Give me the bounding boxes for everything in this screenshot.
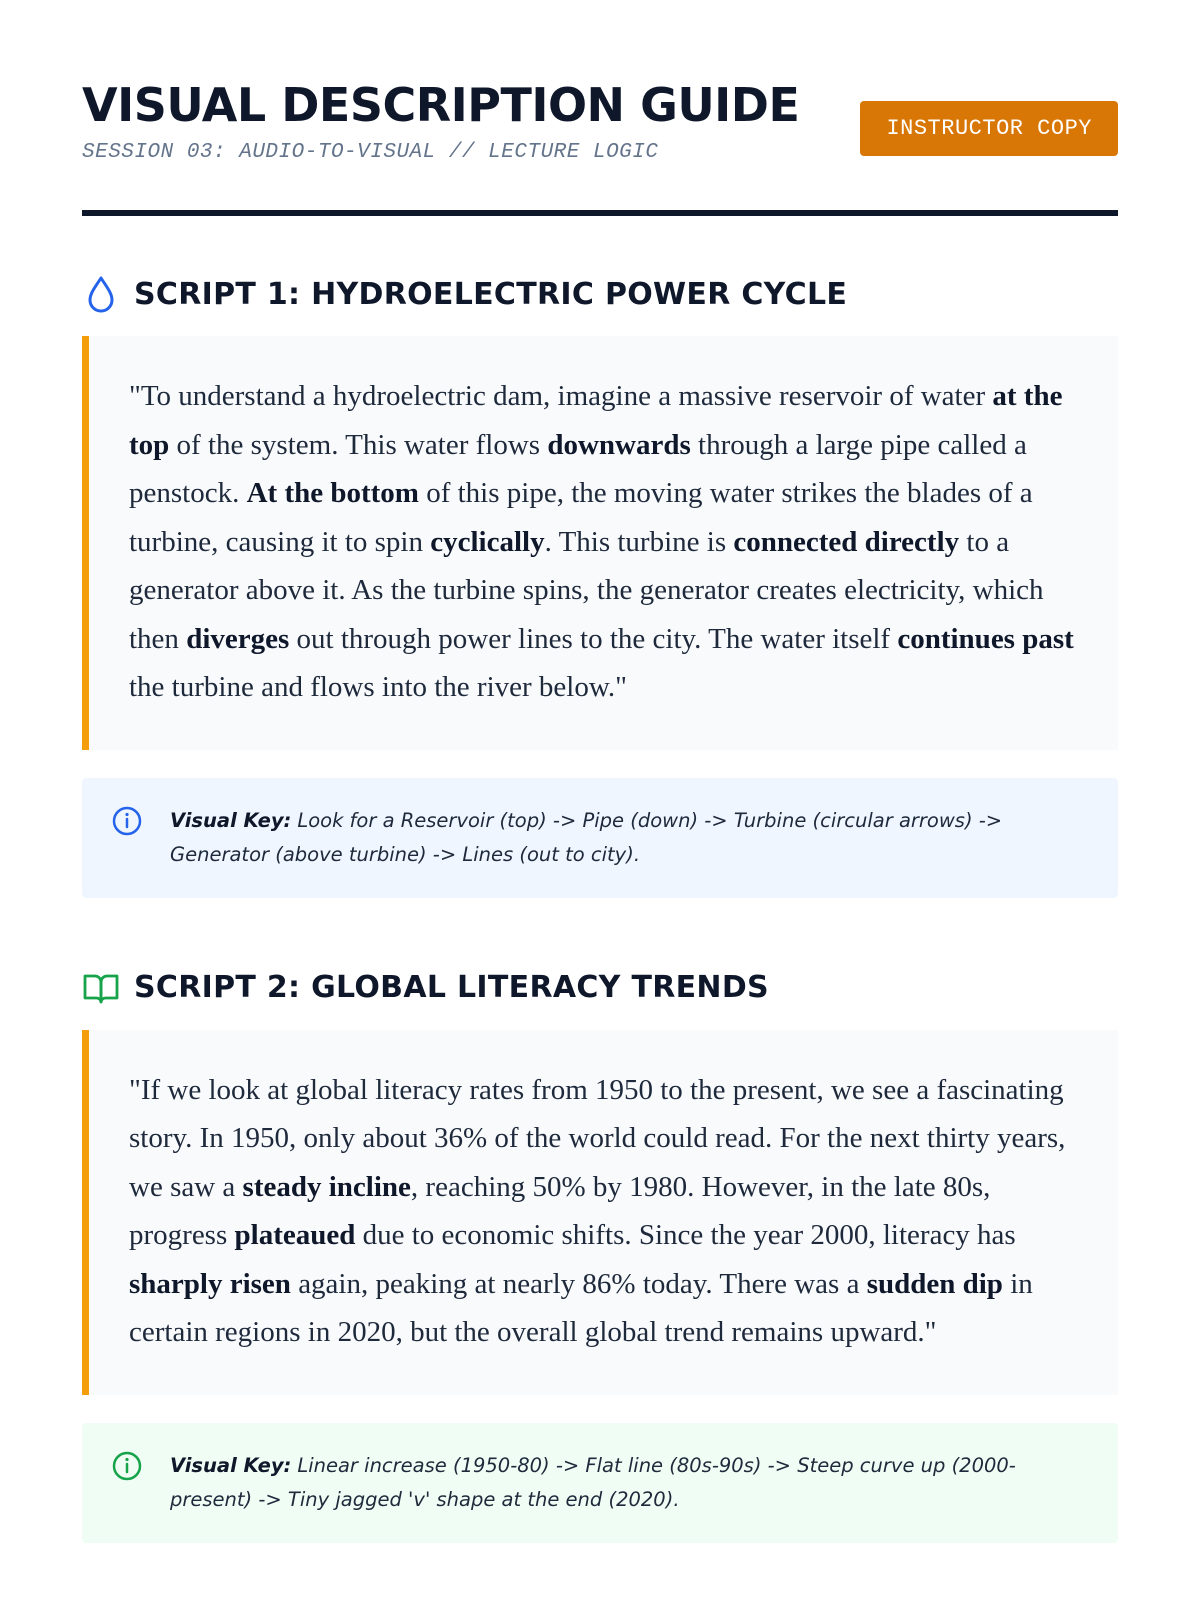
quote-emphasis: plateaued <box>234 1219 356 1251</box>
quote-text: out through power lines to the city. The water itself <box>289 622 898 655</box>
quote-emphasis: cyclically <box>430 525 545 558</box>
quote-emphasis: at the top <box>129 380 1063 461</box>
quote-emphasis: At the bottom <box>246 477 419 509</box>
water-drop-icon <box>82 275 120 313</box>
quote-emphasis: sudden dip <box>866 1267 1003 1300</box>
header-divider <box>82 210 1118 216</box>
page-subtitle: SESSION 03: AUDIO-TO-VISUAL // LECTURE LOGIC <box>82 141 659 165</box>
quote-text: of this pipe, the moving water strikes the blades of a turbine, causing it to spin <box>129 477 1033 558</box>
section-1-visual-key <box>82 778 1118 898</box>
quote-emphasis: connected directly <box>733 525 960 558</box>
section-1-heading <box>82 274 1118 314</box>
quote-emphasis: sharply risen <box>129 1267 291 1300</box>
quote-text: through a large pipe called a penstock. <box>129 428 1027 509</box>
open-book-icon <box>82 969 120 1007</box>
quote-text: "To understand a hydroelectric dam, imagine a massive reservoir of water <box>129 380 993 412</box>
instructor-copy-badge: INSTRUCTOR COPY <box>860 101 1118 156</box>
quote-text: . This turbine is <box>544 525 734 558</box>
key-label: Visual Key: <box>170 1453 292 1477</box>
page-title: VISUAL DESCRIPTION GUIDE <box>82 78 800 132</box>
section-2-title: SCRIPT 2: GLOBAL LITERACY TRENDS <box>134 970 769 1005</box>
key-description: Look for a Reservoir (top) -> Pipe (down) -> Turbine (circular arrows) -> Generator (above turbine) -> Lines (out to city). <box>170 808 1003 866</box>
section-2-visual-key <box>82 1423 1118 1543</box>
quote-emphasis: steady incline <box>242 1170 411 1203</box>
quote-text: the turbine and flows into the river below." <box>129 671 627 703</box>
section-2-quote <box>82 1030 1118 1395</box>
section-1-quote <box>82 336 1118 750</box>
section-2-heading <box>82 968 1118 1008</box>
key-label: Visual Key: <box>170 808 292 832</box>
quote-text: , reaching 50% by 1980. However, in the late 80s, progress <box>129 1170 991 1251</box>
quote-text: of the system. This water flows <box>169 428 548 461</box>
section-1-title: SCRIPT 1: HYDROELECTRIC POWER CYCLE <box>134 276 848 312</box>
quote-text: "If we look at global literacy rates from 1950 to the present, we see a fascinating story. In 1950, only about 36% of the world could read. For the next thirty years, we saw a <box>129 1073 1066 1203</box>
key-description: Linear increase (1950-80) -> Flat line (80s-90s) -> Steep curve up (2000-present) -> Tiny jagged 'v' shape at the end (2020). <box>170 1453 1016 1511</box>
quote-text: again, peaking at nearly 86% today. There was a <box>290 1267 867 1300</box>
header <box>82 0 1118 210</box>
quote-text: due to economic shifts. Since the year 2000, literacy has <box>355 1219 1016 1251</box>
quote-emphasis: continues past <box>897 622 1074 655</box>
quote-emphasis: downwards <box>547 428 691 461</box>
quote-text: to a generator above it. As the turbine spins, the generator creates electricity, which then <box>129 525 1044 655</box>
info-icon <box>110 1449 144 1483</box>
quote-text: in certain regions in 2020, but the overall global trend remains upward." <box>129 1267 1033 1348</box>
section-1-key-text <box>170 804 1088 872</box>
quote-emphasis: diverges <box>186 622 290 655</box>
section-2-key-text <box>170 1449 1088 1517</box>
info-icon <box>110 804 144 838</box>
